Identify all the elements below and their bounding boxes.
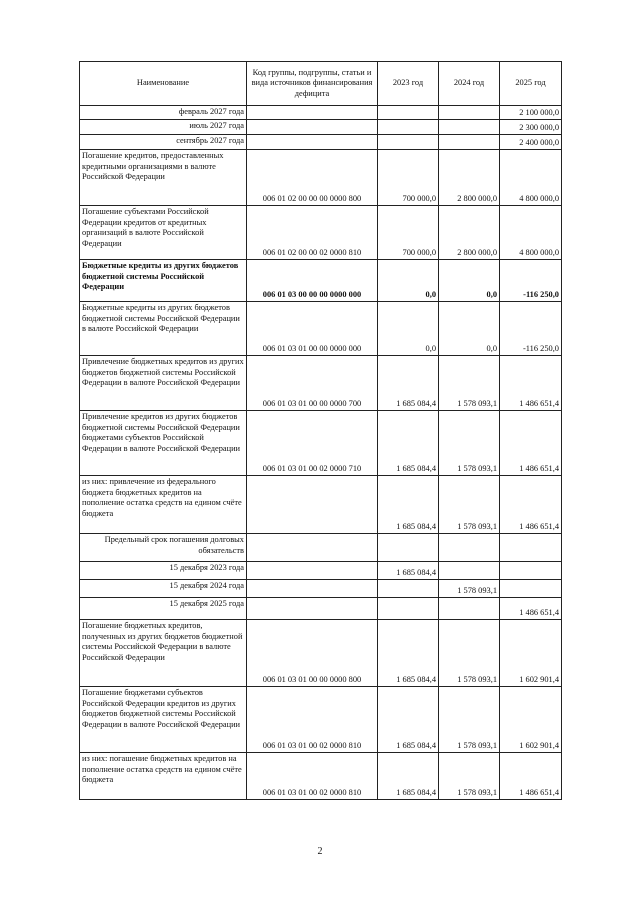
row-2025: 2 100 000,0 xyxy=(500,106,562,120)
row-2024: 1 578 093,1 xyxy=(439,411,500,476)
row-2025: 1 602 901,4 xyxy=(500,620,562,687)
row-2025: -116 250,0 xyxy=(500,260,562,302)
row-name: сентябрь 2027 года xyxy=(80,135,247,150)
row-name: из них: привлечение из федерального бюджета бюджетных кредитов на пополнение остатка средств на едином счёте бюджета xyxy=(80,476,247,534)
row-2023 xyxy=(378,580,439,598)
row-name: Привлечение бюджетных кредитов из других бюджетов бюджетной системы Российской Федерации в валюте Российской Федерации xyxy=(80,356,247,411)
table-row xyxy=(80,534,562,562)
table-row xyxy=(80,120,562,135)
row-2024: 1 578 093,1 xyxy=(439,687,500,753)
row-2023 xyxy=(378,106,439,120)
table-row xyxy=(80,598,562,620)
table-row xyxy=(80,753,562,800)
row-name: 15 декабря 2023 года xyxy=(80,562,247,580)
row-name: Погашение кредитов, предоставленных кредитными организациями в валюте Российской Федерации xyxy=(80,150,247,206)
row-2023: 1 685 084,4 xyxy=(378,753,439,800)
row-code: 006 01 03 01 00 02 0000 810 xyxy=(247,687,378,753)
table-row xyxy=(80,135,562,150)
row-code xyxy=(247,598,378,620)
row-2025 xyxy=(500,580,562,598)
header-2023: 2023 год xyxy=(378,62,439,106)
table-header-row xyxy=(80,62,562,106)
header-2025: 2025 год xyxy=(500,62,562,106)
row-name: Бюджетные кредиты из других бюджетов бюджетной системы Российской Федерации в валюте Российской Федерации xyxy=(80,302,247,356)
row-code: 006 01 02 00 00 02 0000 810 xyxy=(247,206,378,260)
row-code: 006 01 02 00 00 00 0000 800 xyxy=(247,150,378,206)
row-2025: -116 250,0 xyxy=(500,302,562,356)
row-2025: 1 486 651,4 xyxy=(500,411,562,476)
row-2025 xyxy=(500,562,562,580)
row-2024 xyxy=(439,598,500,620)
table-row xyxy=(80,620,562,687)
page-number: 2 xyxy=(317,846,323,857)
table-row xyxy=(80,260,562,302)
row-code xyxy=(247,580,378,598)
row-2025: 1 486 651,4 xyxy=(500,598,562,620)
row-code xyxy=(247,534,378,562)
table-row xyxy=(80,580,562,598)
row-2023: 700 000,0 xyxy=(378,206,439,260)
row-2024 xyxy=(439,120,500,135)
row-2025: 1 602 901,4 xyxy=(500,687,562,753)
row-2025: 2 400 000,0 xyxy=(500,135,562,150)
row-2023: 1 685 084,4 xyxy=(378,620,439,687)
row-2024 xyxy=(439,106,500,120)
row-name: Бюджетные кредиты из других бюджетов бюджетной системы Российской Федерации xyxy=(80,260,247,302)
row-code xyxy=(247,476,378,534)
row-code: 006 01 03 01 00 00 0000 700 xyxy=(247,356,378,411)
row-2024: 1 578 093,1 xyxy=(439,620,500,687)
table-row xyxy=(80,356,562,411)
table-row xyxy=(80,476,562,534)
table-row xyxy=(80,106,562,120)
row-2023 xyxy=(378,120,439,135)
row-2025: 4 800 000,0 xyxy=(500,150,562,206)
row-2025: 1 486 651,4 xyxy=(500,356,562,411)
row-2024: 1 578 093,1 xyxy=(439,476,500,534)
row-2024: 1 578 093,1 xyxy=(439,356,500,411)
row-2025: 2 300 000,0 xyxy=(500,120,562,135)
row-code: 006 01 03 01 00 00 0000 000 xyxy=(247,302,378,356)
row-2025: 4 800 000,0 xyxy=(500,206,562,260)
row-2024: 1 578 093,1 xyxy=(439,753,500,800)
row-name: Погашение субъектами Российской Федерации кредитов от кредитных организаций в валюте Российской Федерации xyxy=(80,206,247,260)
row-code: 006 01 03 01 00 02 0000 710 xyxy=(247,411,378,476)
header-2024: 2024 год xyxy=(439,62,500,106)
row-2025 xyxy=(500,534,562,562)
row-2025: 1 486 651,4 xyxy=(500,476,562,534)
row-2024: 2 800 000,0 xyxy=(439,206,500,260)
row-name: Предельный срок погашения долговых обязательств xyxy=(80,534,247,562)
row-2024 xyxy=(439,562,500,580)
header-code: Код группы, подгруппы, статьи и вида источников финансирования дефицита xyxy=(247,62,378,106)
row-2024 xyxy=(439,135,500,150)
row-2024: 0,0 xyxy=(439,302,500,356)
row-code: 006 01 03 00 00 00 0000 000 xyxy=(247,260,378,302)
row-2024: 0,0 xyxy=(439,260,500,302)
row-2023: 1 685 084,4 xyxy=(378,476,439,534)
row-name: июль 2027 года xyxy=(80,120,247,135)
row-2023: 1 685 084,4 xyxy=(378,411,439,476)
row-name: из них: погашение бюджетных кредитов на пополнение остатка средств на едином счёте бюджета xyxy=(80,753,247,800)
table-row xyxy=(80,206,562,260)
row-2023: 1 685 084,4 xyxy=(378,562,439,580)
row-2023: 1 685 084,4 xyxy=(378,356,439,411)
row-name: 15 декабря 2025 года xyxy=(80,598,247,620)
row-name: Погашение бюджетами субъектов Российской Федерации кредитов из других бюджетов бюджетной системы Российской Федерации в валюте Российской Федерации xyxy=(80,687,247,753)
table-row xyxy=(80,687,562,753)
row-2023: 0,0 xyxy=(378,260,439,302)
row-2023: 0,0 xyxy=(378,302,439,356)
row-2025: 1 486 651,4 xyxy=(500,753,562,800)
row-name: Погашение бюджетных кредитов, полученных из других бюджетов бюджетной системы Российской Федерации в валюте Российской Федерации xyxy=(80,620,247,687)
budget-sources-table xyxy=(79,61,562,800)
row-code xyxy=(247,106,378,120)
header-name: Наименование xyxy=(80,62,247,106)
table-row xyxy=(80,302,562,356)
row-2024: 2 800 000,0 xyxy=(439,150,500,206)
row-code: 006 01 03 01 00 00 0000 800 xyxy=(247,620,378,687)
row-code: 006 01 03 01 00 02 0000 810 xyxy=(247,753,378,800)
row-2023 xyxy=(378,534,439,562)
row-2023: 700 000,0 xyxy=(378,150,439,206)
row-2023 xyxy=(378,598,439,620)
row-code xyxy=(247,120,378,135)
row-2023 xyxy=(378,135,439,150)
row-code xyxy=(247,135,378,150)
row-2024: 1 578 093,1 xyxy=(439,580,500,598)
row-2023: 1 685 084,4 xyxy=(378,687,439,753)
row-name: февраль 2027 года xyxy=(80,106,247,120)
table-row xyxy=(80,411,562,476)
row-2024 xyxy=(439,534,500,562)
row-name: 15 декабря 2024 года xyxy=(80,580,247,598)
row-name: Привлечение кредитов из других бюджетов бюджетной системы Российской Федерации бюджетами субъектов Российской Федерации в валюте Российской Федерации xyxy=(80,411,247,476)
table-row xyxy=(80,562,562,580)
table-row xyxy=(80,150,562,206)
row-code xyxy=(247,562,378,580)
